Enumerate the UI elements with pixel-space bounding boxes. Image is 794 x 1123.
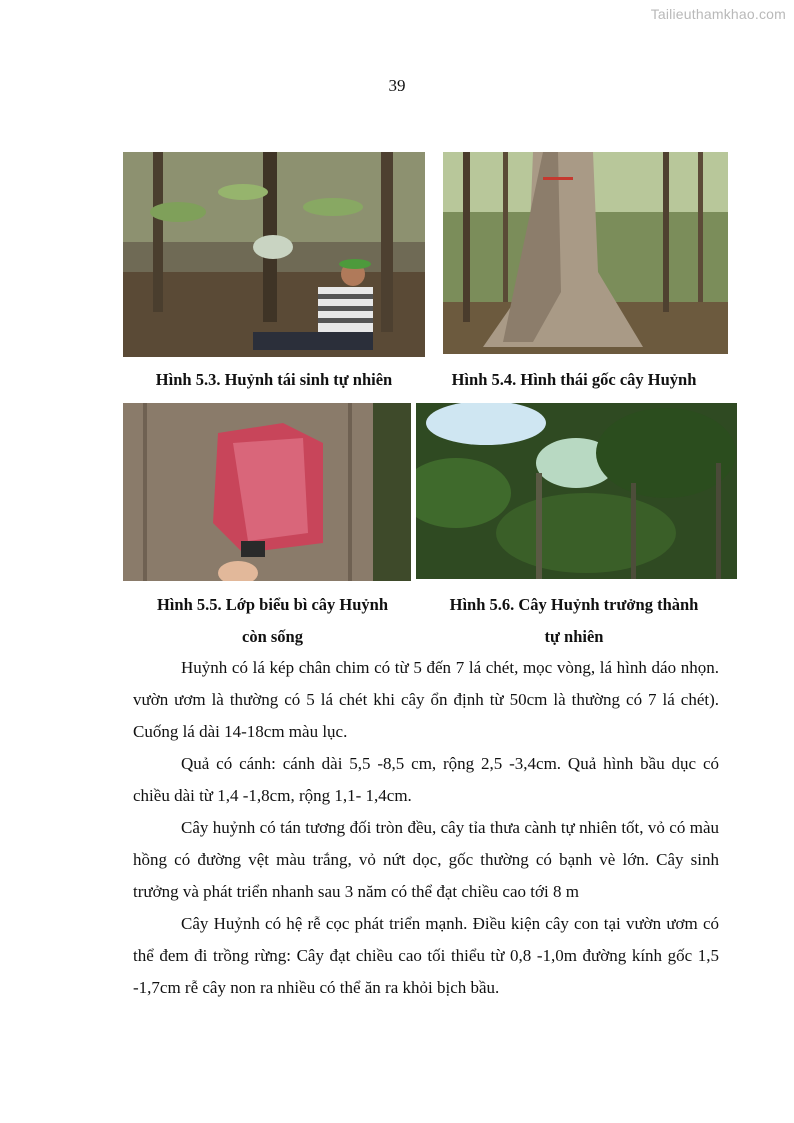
figure-5-5-caption-line1: Hình 5.5. Lớp biểu bì cây Huỷnh: [156, 595, 389, 614]
paragraph-fruit: Quả có cánh: cánh dài 5,5 -8,5 cm, rộng 2,5 -3,4cm. Quả hình bầu dục có chiều dài từ 1,4 -1,8cm, rộng 1,1- 1,4cm.: [133, 754, 719, 805]
figure-5-6-caption-line2: tự nhiên: [544, 627, 604, 646]
figure-5-3-caption: Hình 5.3. Huỷnh tái sinh tự nhiên: [155, 370, 393, 389]
figure-5-6-photo: [416, 403, 737, 579]
figure-5-5-caption-line2: còn sống: [242, 627, 303, 646]
figure-5-4-caption: Hình 5.4. Hình thái gốc cây Huỷnh: [451, 370, 697, 389]
figure-5-4-photo: [443, 152, 728, 354]
figure-5-6-caption-line1: Hình 5.6. Cây Huỷnh trưởng thành: [449, 595, 699, 614]
figure-5-5-photo: [123, 403, 411, 581]
figure-5-3-photo: [123, 152, 425, 357]
watermark: Tailieuthamkhao.com: [650, 6, 786, 22]
paragraph-leaf: Huỷnh có lá kép chân chim có từ 5 đến 7 lá chét, mọc vòng, lá hình dáo nhọn. vườn ươm là thường có 5 lá chét khi cây ổn định từ 50cm là thường có 7 lá chét). Cuống lá dài 14-18cm màu lục.: [133, 658, 719, 741]
page-number: 39: [388, 76, 406, 95]
body-text: [133, 652, 719, 1004]
paragraph-root: Cây Huỷnh có hệ rễ cọc phát triển mạnh. Điều kiện cây con tại vườn ươm có thể đem đi trồng rừng: Cây đạt chiều cao tối thiểu từ 0,8 -1,0m đường kính gốc 1,5 -1,7cm rễ cây non ra nhiều có thể ăn ra khỏi bịch bầu.: [133, 914, 719, 997]
paragraph-crown: Cây huỷnh có tán tương đối tròn đều, cây tỉa thưa cành tự nhiên tốt, vỏ có màu hồng có đường vệt màu trắng, vỏ nứt dọc, gốc thường có bạnh vè lớn. Cây sinh trưởng và phát triển nhanh sau 3 năm có thể đạt chiều cao tới 8 m: [133, 818, 719, 901]
